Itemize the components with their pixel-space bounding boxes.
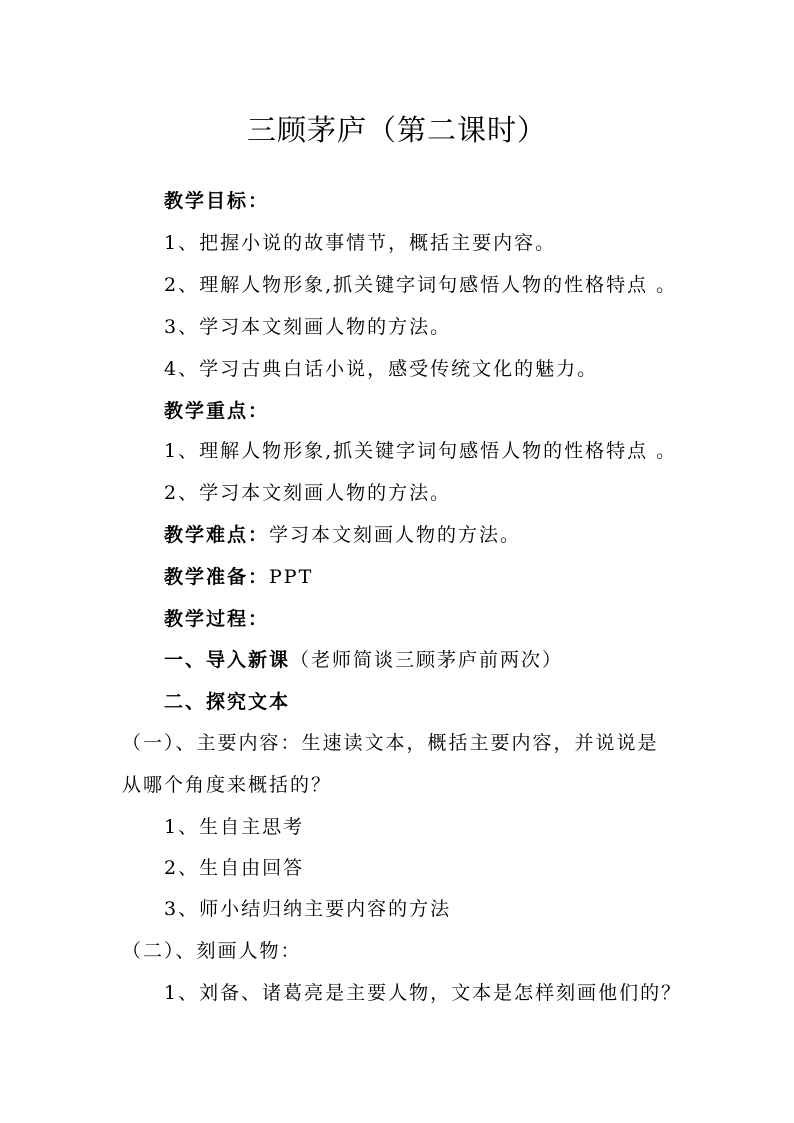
preparation-line (164, 563, 313, 591)
section1-text: （老师简谈三顾茅庐前两次） (290, 649, 564, 671)
part2-step-1: 1、刘备、诸葛亮是主要人物，文本是怎样刻画他们的？ (164, 982, 683, 1004)
part1-line-1: （一）、主要内容：生速读文本，概括主要内容，并说说是 (122, 732, 659, 754)
section1-line (164, 646, 563, 674)
part1-step-2: 2、生自由回答 (164, 857, 305, 879)
part1-step-3: 3、师小结归纳主要内容的方法 (164, 898, 452, 920)
difficulty-heading: 教学难点： (164, 524, 270, 546)
process-heading: 教学过程： (164, 608, 270, 630)
key-point-item-2: 2、学习本文刻画人物的方法。 (164, 482, 452, 504)
section2-heading: 二、探究文本 (164, 691, 291, 713)
difficulty-line (164, 521, 521, 549)
section1-heading: 一、导入新课 (164, 649, 291, 671)
part2-heading: （二）、刻画人物： (122, 940, 302, 962)
document-title: 三顾茅庐（第二课时） (246, 113, 547, 147)
objective-item-2: 2、理解人物形象,抓关键字词句感悟人物的性格特点 。 (164, 274, 678, 296)
objective-item-1: 1、把握小说的故事情节，概括主要内容。 (164, 232, 557, 254)
objectives-heading: 教学目标： (164, 190, 270, 212)
preparation-text: PPT (269, 566, 314, 588)
preparation-heading: 教学准备： (164, 566, 270, 588)
difficulty-text: 学习本文刻画人物的方法。 (269, 524, 522, 546)
key-points-heading: 教学重点： (164, 400, 270, 422)
objective-item-3: 3、学习本文刻画人物的方法。 (164, 316, 452, 338)
objective-item-4: 4、学习古典白话小说，感受传统文化的魅力。 (164, 358, 599, 380)
key-point-item-1: 1、理解人物形象,抓关键字词句感悟人物的性格特点 。 (164, 440, 678, 462)
part1-line-2: 从哪个角度来概括的？ (122, 774, 333, 796)
part1-step-1: 1、生自主思考 (164, 816, 305, 838)
